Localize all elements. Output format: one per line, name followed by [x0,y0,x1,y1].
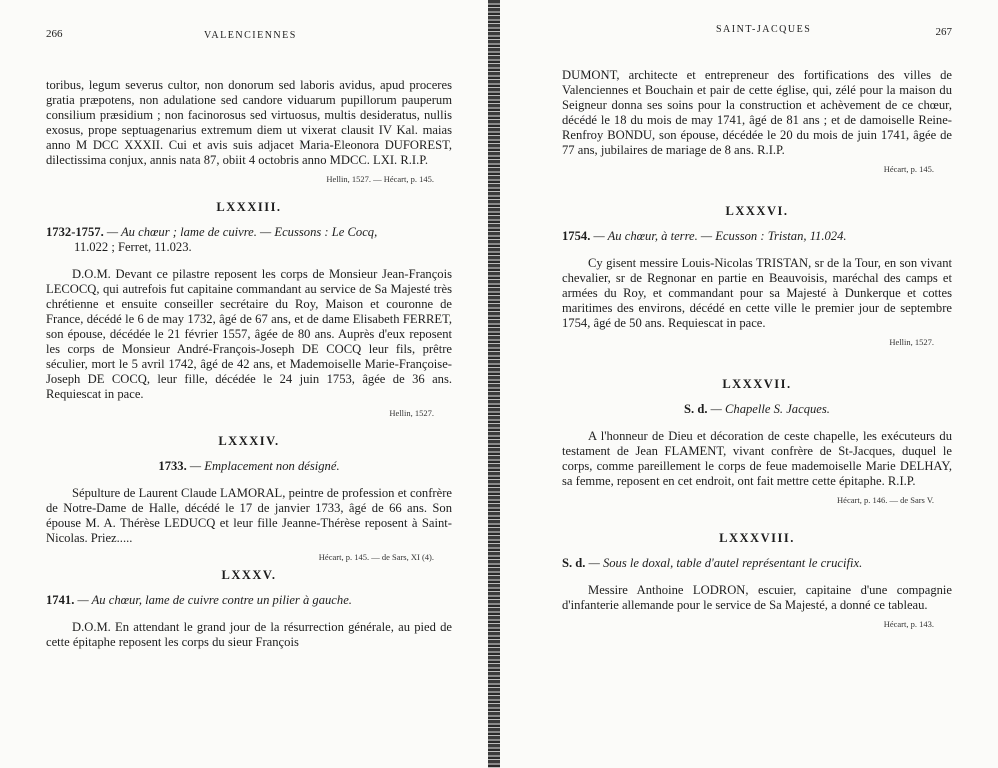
entry-source-lxxxiii: Hellin, 1527. [389,408,434,418]
entry-source-lxxxviii: Hécart, p. 143. [883,619,934,629]
entry-heading-lxxxiii [46,225,452,255]
right-intro-text: DUMONT, architecte et entrepreneur des fortifications des villes de Valenciennes et Bouchain et pair de cette église, qui, zélé pour la maison du Seigneur donna ses soins pour la construction et achèvement de ce chœur, décédé le 18 du mois de may 1741, âgé de 81 ans ; et de damoiselle Reine-Renfroy BONDU, son épouse, décédée le 20 du mois de juin 1741, âgée de 77 ans, jubilaires de mariage de 8 ans. R.I.P. [562,68,952,157]
left-page [0,0,488,768]
entry-date: 1741. [46,593,75,607]
entry-heading-lxxxvi [562,229,952,244]
right-page-number: 267 [935,26,952,38]
entry-number-lxxxv: LXXXV. [221,568,277,582]
entry-text-lxxxvi: Cy gisent messire Louis-Nicolas TRISTAN, sr de la Tour, en son vivant chevalier, sr de Regnonar en partie en Beauvoisis, maréchal des camps et armées du Roy, et commandant pour sa Majesté à Dunkerque et cottes maritimes des environs, décédé en cette ville le premier jour de septembre 1754, âgé de 50 ans. Requiescat in pace. [562,256,952,330]
entry-location: — Chapelle S. Jacques. [707,402,830,416]
entry-heading-lxxxviii [562,556,952,571]
left-intro-text: toribus, legum severus cultor, non donorum sed laboris avidus, apud proceres gratia præpotens, non adulatione sed candore viduarum pupillorum pauperum consilium præsidium ; non facinorosus sed virtuosus, multis desideratus, nullis exosus, prope septuagenarius extremum diem ut vixerat clausit IV Kal. maias anno M DCC XXXII. Cui et avis suis adjacet Maria-Eleonora DUFOREST, dilectissima conjux, annis nata 87, obiit 4 octobris anno MDCC. LXI. R.I.P. [46,78,452,167]
entry-location: — Emplacement non désigné. [186,459,340,473]
right-running-head [562,22,952,38]
left-intro-source: Hellin, 1527. — Hécart, p. 145. [326,174,434,184]
left-page-number: 266 [46,28,63,40]
right-running-title: SAINT-JACQUES [716,24,812,35]
entry-date: S. d. [684,402,708,416]
entry-date: 1754. [562,229,591,243]
right-intro-source: Hécart, p. 145. [883,164,934,174]
entry-heading-continuation: 11.022 ; Ferret, 11.023. [74,240,192,254]
entry-location: — Sous le doxal, table d'autel représentant le crucifix. [585,556,863,570]
entry-source-lxxxiv: Hécart, p. 145. — de Sars, XI (4). [318,552,434,562]
entry-text-lxxxiii: D.O.M. Devant ce pilastre reposent les corps de Monsieur Jean-François LECOCQ, qui autrefois fut capitaine commandant au service de Sa Majesté très chrétienne et ensuite conseiller secrétaire du Roy, Maison et couronne de France, décédé le 6 de may 1732, âgé de 67 ans, et de dame Elisabeth FERRET, son épouse, décédée le 21 février 1557, âgée de 80 ans. Auprès d'eux reposent les corps de Monsieur André-François-Joseph DE COCQ leur fils, prêtre séculier, mort le 5 avril 1742, âgé de 42 ans, et Mademoiselle Marie-Françoise-Joseph DE COCQ, leur fille, décédée le 24 juin 1753, âgée de 36 ans. Requiescat in pace. [46,267,452,401]
entry-number-lxxxviii: LXXXVIII. [719,531,795,545]
entry-location: — Au chœur, lame de cuivre contre un pilier à gauche. [74,593,352,607]
entry-text-lxxxviii: Messire Anthoine LODRON, escuier, capitaine d'une compagnie d'infanterie allemande pour le service de Sa Majesté, a donné ce tableau. [562,583,952,612]
entry-heading-lxxxv [46,593,452,608]
entry-text-lxxxv: D.O.M. En attendant le grand jour de la résurrection générale, au pied de cette épitaphe reposent les corps du sieur François [46,620,452,649]
book-gutter [488,0,500,768]
entry-heading-lxxxiv [46,459,452,474]
right-page [500,0,998,768]
entry-heading-lxxxvii [562,402,952,417]
entry-number-lxxxiv: LXXXIV. [218,434,280,448]
entry-number-lxxxvi: LXXXVI. [725,204,789,218]
entry-date: 1732-1757. [46,225,104,239]
entry-date: 1733. [158,459,187,473]
entry-location: — Au chœur ; lame de cuivre. — Ecussons : Le Cocq, [103,225,378,239]
entry-text-lxxxvii: A l'honneur de Dieu et décoration de ceste chapelle, les exécuteurs du testament de Jean FLAMENT, vivant confrère de St-Jacques, duquel le corps, comme pareillement le corps de feue mademoiselle Marie DELHAY, sa femme, reposent en cet endroit, ont fait mettre cette épitaphe. R.I.P. [562,429,952,488]
entry-text-lxxxiv: Sépulture de Laurent Claude LAMORAL, peintre de profession et confrère de Notre-Dame de Halle, décédé le 17 de janvier 1733, âgé de 66 ans. Son épouse M. A. Thérèse LEDUCQ et leur fille Jeanne-Thérèse reposent à Saint-Nicolas. Priez..... [46,486,452,545]
entry-source-lxxxvi: Hellin, 1527. [889,337,934,347]
entry-date: S. d. [562,556,586,570]
entry-source-lxxxvii: Hécart, p. 146. — de Sars V. [837,495,934,505]
left-running-title: VALENCIENNES [204,30,297,41]
entry-location: — Au chœur, à terre. — Ecusson : Tristan, 11.024. [590,229,847,243]
left-running-head [46,28,452,44]
entry-number-lxxxiii: LXXXIII. [216,200,282,214]
entry-number-lxxxvii: LXXXVII. [722,377,792,391]
